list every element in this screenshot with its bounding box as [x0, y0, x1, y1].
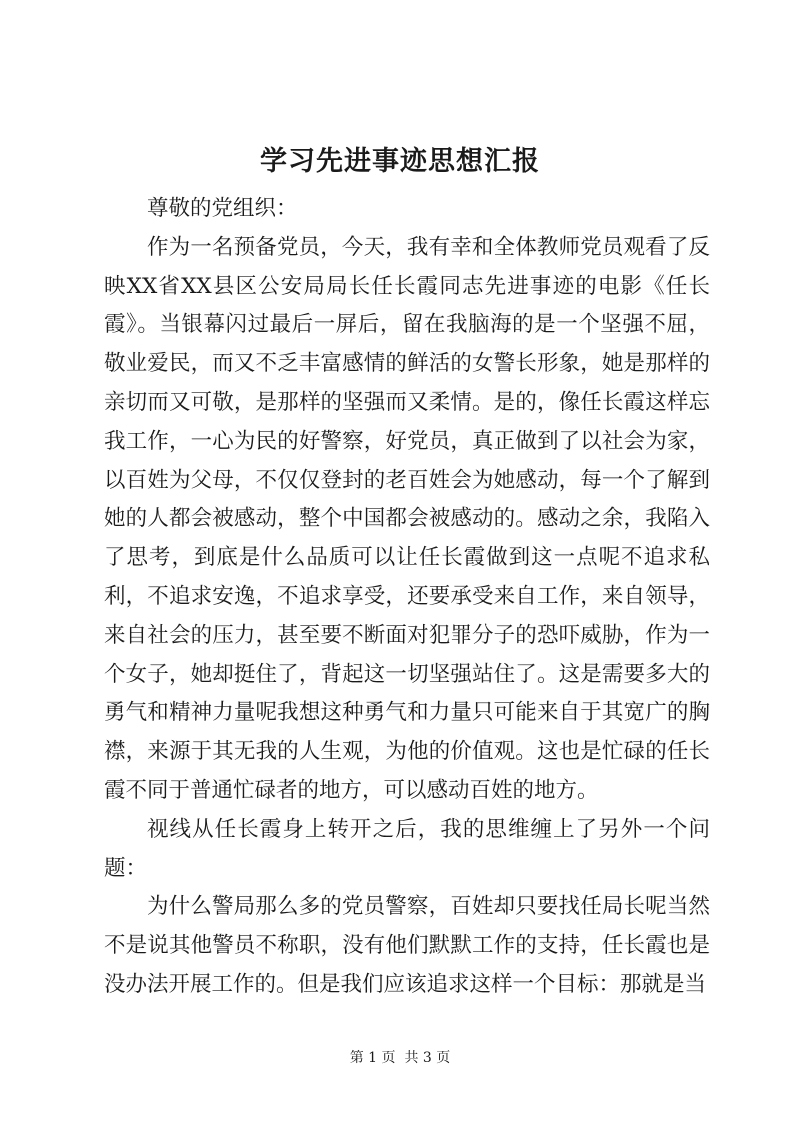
salutation-paragraph: 尊敬的党组织： [147, 196, 298, 221]
document-title: 学习先进事迹思想汇报 [260, 146, 540, 177]
body-paragraph: 作为一名预备党员，今天，我有幸和全体教师党员观看了反映XX省XX县区公安局局长任长霞同志先进事迹的电影《任长霞》。当银幕闪过最后一屏后，留在我脑海的是一个坚强不屈，敬业爱民，而又不乏丰富感情的鲜活的女警长形象，她是那样的亲切而又可敬，是那样的坚强而又柔情。是的，像任长霞这样忘我工作，一心为民的好警察，好党员，真正做到了以社会为家，以百姓为父母，不仅仅登封的老百姓会为她感动，每一个了解到她的人都会被感动，整个中国都会被感动的。感动之余，我陷入了思考，到底是什么品质可以让任长霞做到这一点呢不追求私利，不追求安逸，不追求享受，还要承受来自工作，来自领导，来自社会的压力，甚至要不断面对犯罪分子的恐吓威胁，作为一个女子，她却挺住了，背起这一切坚强站住了。这是需要多大的勇气和精神力量呢我想这种勇气和力量只可能来自于其宽广的胸襟，来源于其无我的人生观，为他的价值观。这也是忙碌的任长霞不同于普通忙碌者的地方，可以感动百姓的地方。 [104, 234, 710, 803]
document-body [104, 190, 710, 1005]
body-paragraph: 视线从任长霞身上转开之后，我的思维缠上了另外一个问题： [104, 816, 710, 881]
page-number-footer: 第 1 页 共 3 页 [349, 1050, 451, 1066]
body-paragraph: 为什么警局那么多的党员警察，百姓却只要找任局长呢当然不是说其他警员不称职，没有他们默默工作的支持，任长霞也是没办法开展工作的。但是我们应该追求这样一个目标：那就是当 [104, 894, 710, 997]
